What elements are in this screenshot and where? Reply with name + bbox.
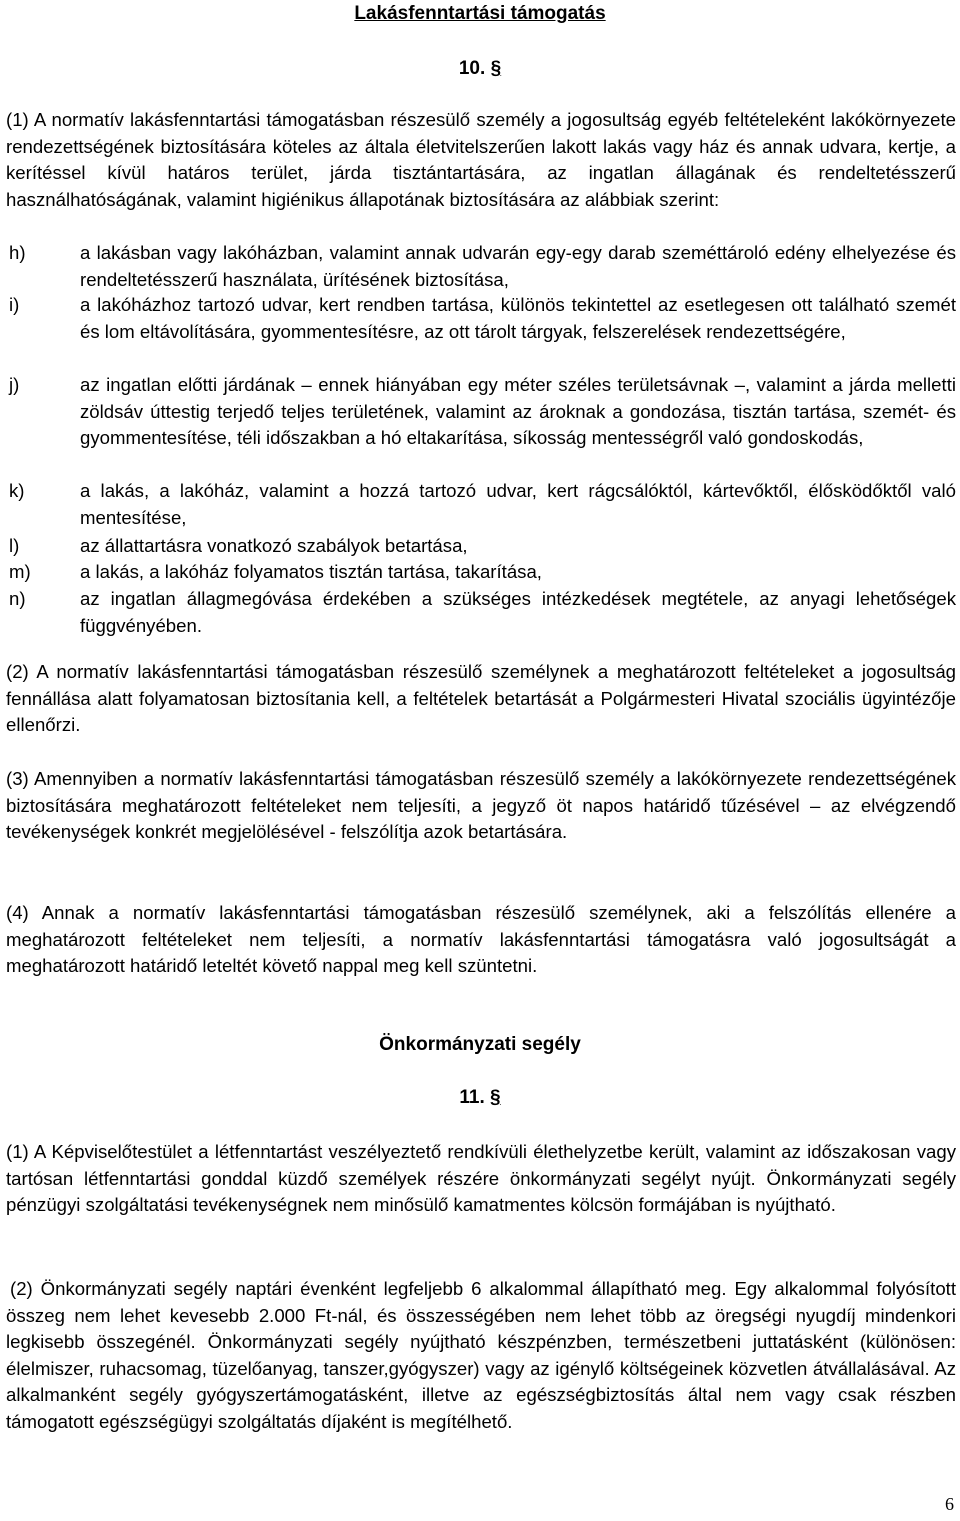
- list-item-text: az ingatlan állagmegóvása érdekében a szükséges intézkedések megtétele, az anyagi lehetőségek függvényében.: [80, 588, 956, 636]
- section-10-paragraph-2: (2) A normatív lakásfenntartási támogatásban részesülő személynek a meghatározott feltételeket a jogosultság fennállása alatt folyamatosan biztosítania kell, a feltételek betartását a Polgármesteri Hivatal szociális ügyintézője ellenőrzi.: [6, 661, 956, 735]
- list-item-label: l): [9, 535, 20, 556]
- section-10-number: 10.: [458, 58, 486, 79]
- section-11-heading: [0, 1084, 960, 1111]
- section-11-paragraph-1: (1) A Képviselőtestület a létfenntartást veszélyeztető rendkívüli élethelyzetbe került, valamint az időszakosan vagy tartósan létfenntartási gonddal küzdő személyek részére önkormányzati segélyt nyújt. Önkormányzati segély pénzügyi szolgáltatási tevékenységnek nem minősülő kamatmentes kölcsön formájában is nyújtható.: [6, 1141, 956, 1215]
- list-item-text: a lakás, a lakóház, valamint a hozzá tartozó udvar, kert rágcsálóktól, kártevőktől, élősködőktől való mentesítése,: [80, 480, 956, 528]
- section-sign: §: [490, 1087, 501, 1108]
- page-number: 6: [945, 1494, 954, 1514]
- document-title: Lakásfenntartási támogatás: [354, 3, 606, 24]
- section-10-paragraph-1: (1) A normatív lakásfenntartási támogatásban részesülő személy a jogosultság egyéb feltételeként lakókörnyezete rendezettségének biztosítására köteles az általa életvitelszerűen lakott lakás vagy ház és annak udvara, kertje, a kerítéssel kívül határos terület, járda tisztántartására, az ingatlan állagának és rendeltetésszerű használhatóságának, valamint higiénikus állapotának biztosítására az alábbiak szerint:: [6, 109, 956, 210]
- list-item-label: h): [9, 242, 26, 263]
- section-subtitle: Önkormányzati segély: [379, 1034, 581, 1055]
- list-item-label: n): [9, 588, 26, 609]
- list-item-label: k): [9, 480, 25, 501]
- list-item-label: j): [9, 374, 20, 395]
- section-11-paragraph-2: (2) Önkormányzati segély naptári évenként legfeljebb 6 alkalommal állapítható meg. Egy alkalommal folyósított összeg nem lehet kevesebb 2.000 Ft-nál, és összességében nem lehet több az öregségi nyugdíj mindenkori legkisebb összegénél. Önkormányzati segély nyújtható készpénzben, természetbeni juttatásként (különösen: élelmiszer, ruhacsomag, tüzelőanyag, tanszer,gyógyszer) vagy az igénylő költségeinek közvetlen átvállalásával. Az alkalmanként segély gyógyszertámogatásként, illetve az egészségbiztosítás által nem vagy csak részben támogatott egészségügyi szolgáltatás díjaként is megítélhető.: [6, 1278, 956, 1432]
- section-10-paragraph-3: (3) Amennyiben a normatív lakásfenntartási támogatásban részesülő személy a lakókörnyezete rendezettségének biztosítására meghatározott feltételeket nem teljesíti, a jegyző öt napos határidő tűzésével – az elvégzendő tevékenységek konkrét megjelölésével - felszólítja azok betartására.: [6, 768, 956, 842]
- section-10-heading: [0, 55, 960, 82]
- list-item-label: i): [9, 294, 20, 315]
- section-10-paragraph-4: (4) Annak a normatív lakásfenntartási támogatásban részesülő személynek, aki a felszólítás ellenére a meghatározott feltételeket nem teljesíti, a normatív lakásfenntartási támogatásra való jogosultságát a meghatározott határidő leteltét követő nappal meg kell szüntetni.: [6, 902, 956, 976]
- list-item-text: a lakóházhoz tartozó udvar, kert rendben tartása, különös tekintettel az esetlegesen ott található szemét és lom eltávolítására, gyommentesítésre, az ott tárolt tárgyak, felszerelések rendezettségére,: [80, 294, 956, 342]
- list-item-text: a lakásban vagy lakóházban, valamint annak udvarán egy-egy darab szeméttároló edény elhelyezése és rendeltetésszerű használata, ürítésének biztosítása,: [80, 242, 956, 290]
- list-item-text: az állattartásra vonatkozó szabályok betartása,: [80, 535, 468, 556]
- section-11-number: 11.: [459, 1087, 485, 1108]
- section-sign: §: [490, 58, 502, 79]
- list-item-text: az ingatlan előtti járdának – ennek hiányában egy méter széles területsávnak –, valamint a járda melletti zöldsáv úttestig terjedő teljes területének, valamint az ároknak a gondozása, tisztán tartása, szemét- és gyommentesítése, téli időszakban a hó eltakarítása, síkosság mentességről való gondoskodás,: [80, 374, 956, 448]
- list-item-text: a lakás, a lakóház folyamatos tisztán tartása, takarítása,: [80, 561, 542, 582]
- list-item-label: m): [9, 561, 31, 582]
